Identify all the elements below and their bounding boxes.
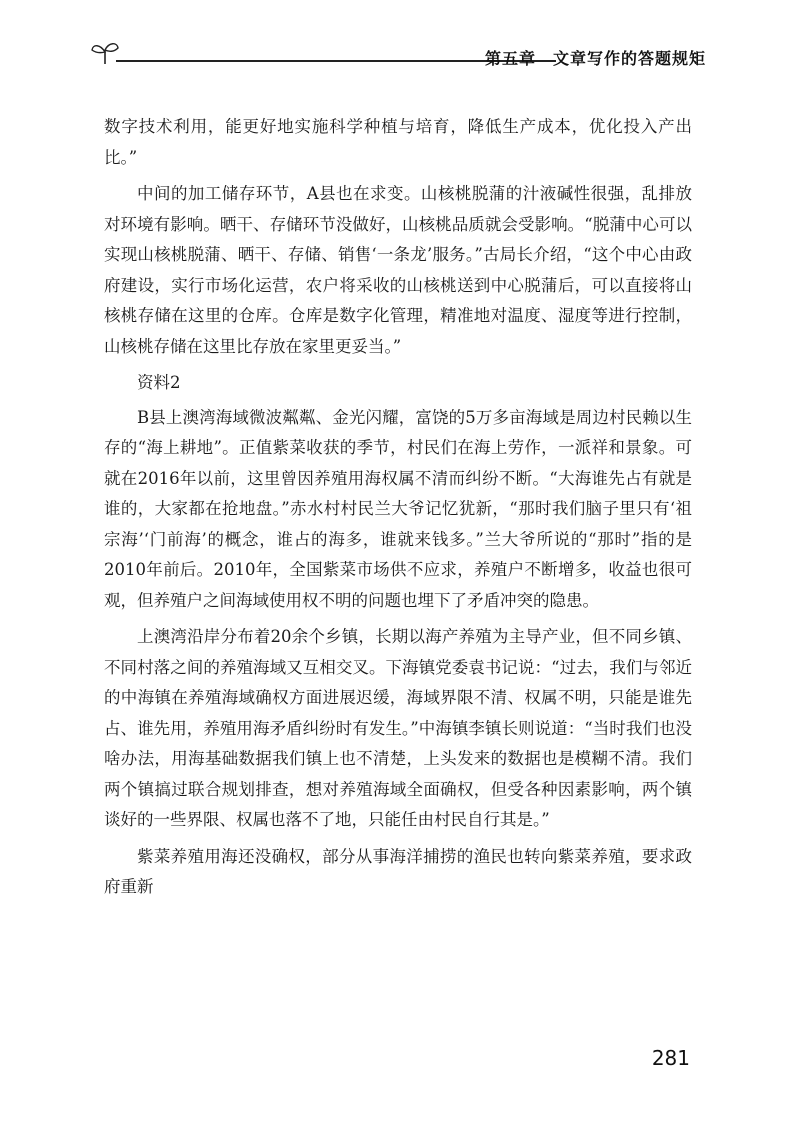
running-header: [90, 40, 710, 72]
sprout-logo-icon: [90, 40, 120, 66]
material-label: 资料2: [137, 373, 181, 392]
paragraph: 上澳湾沿岸分布着20余个乡镇，长期以海产养殖为主导产业，但不同乡镇、不同村落之间的养殖海域又互相交叉。下海镇党委袁书记说：“过去，我们与邻近的中海镇在养殖海域确权方面进展迟缓，海域界限不清、权属不明，只能是谁先占、谁先用，养殖用海矛盾纠纷时有发生。”中海镇李镇长则说道：“当时我们也没啥办法，用海基础数据我们镇上也不清楚，上头发来的数据也是模糊不清。我们两个镇搞过联合规划排查，想对养殖海域全面确权，但受各种因素影响，两个镇谈好的一些界限、权属也落不了地，只能任由村民自行其是。”: [104, 627, 692, 829]
chapter-title: 第五章 文章写作的答题规矩: [484, 49, 706, 68]
paragraph: 紫菜养殖用海还没确权，部分从事海洋捕捞的渔民也转向紫菜养殖，要求政府重新: [104, 846, 692, 896]
page-body: [104, 112, 692, 909]
page-number: 281: [651, 1046, 690, 1070]
paragraph: B县上澳湾海域微波粼粼、金光闪耀，富饶的5万多亩海域是周边村民赖以生存的“海上耕地”。正值紫菜收获的季节，村民们在海上劳作，一派祥和景象。可就在2016年以前，这里曾因养殖用海权属不清而纠纷不断。“大海谁先占有就是谁的，大家都在抢地盘。”赤水村村民兰大爷记忆犹新，“那时我们脑子里只有‘祖宗海’‘门前海’的概念，谁占的海多，谁就来钱多。”兰大爷所说的“那时”指的是2010年前后。2010年，全国紫菜市场供不应求，养殖户不断增多，收益也很可观，但养殖户之间海域使用权不明的问题也埋下了矛盾冲突的隐患。: [104, 407, 692, 610]
paragraph: 数字技术利用，能更好地实施科学种植与培育，降低生产成本，优化投入产出比。”: [104, 117, 692, 167]
paragraph: 中间的加工储存环节，A县也在求变。山核桃脱蒲的汁液碱性很强，乱排放对环境有影响。晒干、存储环节没做好，山核桃品质就会受影响。“脱蒲中心可以实现山核桃脱蒲、晒干、存储、销售‘一条龙’服务。”古局长介绍，“这个中心由政府建设，实行市场化运营，农户将采收的山核桃送到中心脱蒲后，可以直接将山核桃存储在这里的仓库。仓库是数字化管理，精准地对温度、湿度等进行控制，山核桃存储在这里比存放在家里更妥当。”: [104, 184, 692, 356]
